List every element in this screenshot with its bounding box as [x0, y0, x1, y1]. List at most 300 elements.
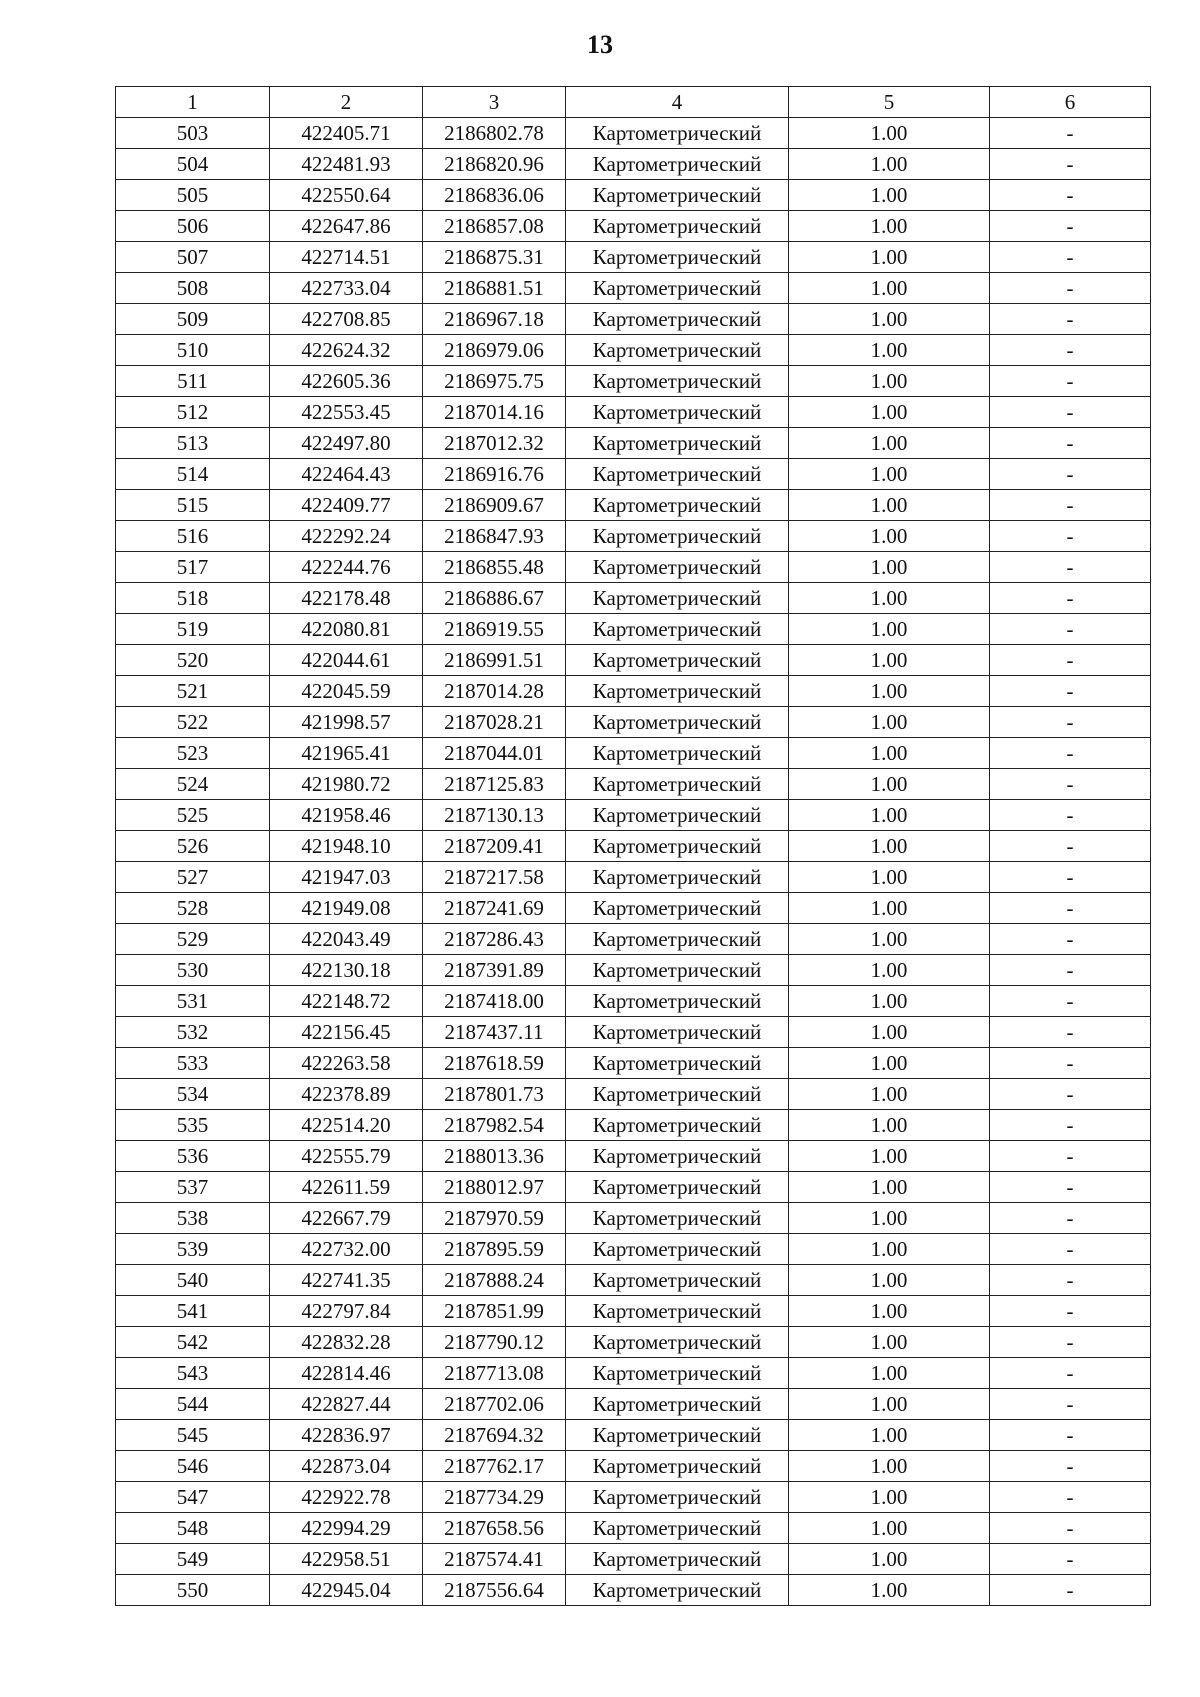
table-cell: Картометрический [566, 1420, 789, 1451]
table-cell: 549 [116, 1544, 270, 1575]
table-cell: - [990, 676, 1151, 707]
table-cell: 522 [116, 707, 270, 738]
table-cell: - [990, 1544, 1151, 1575]
table-cell: - [990, 707, 1151, 738]
table-cell: 2186855.48 [423, 552, 566, 583]
table-row [116, 1513, 1151, 1544]
table-cell: 533 [116, 1048, 270, 1079]
table-cell: - [990, 1296, 1151, 1327]
table-row [116, 1048, 1151, 1079]
table-cell: 530 [116, 955, 270, 986]
table-cell: 546 [116, 1451, 270, 1482]
table-cell: 1.00 [789, 242, 990, 273]
table-cell: Картометрический [566, 1265, 789, 1296]
table-cell: 1.00 [789, 1296, 990, 1327]
table-row [116, 552, 1151, 583]
table-cell: - [990, 459, 1151, 490]
table-cell: 2186875.31 [423, 242, 566, 273]
table-cell: 1.00 [789, 118, 990, 149]
table-cell: 515 [116, 490, 270, 521]
table-cell: Картометрический [566, 180, 789, 211]
table-cell: 421958.46 [270, 800, 423, 831]
table-row [116, 1451, 1151, 1482]
table-cell: Картометрический [566, 955, 789, 986]
table-cell: 1.00 [789, 1234, 990, 1265]
table-cell: 1.00 [789, 1327, 990, 1358]
table-cell: 2187970.59 [423, 1203, 566, 1234]
table-cell: 526 [116, 831, 270, 862]
table-cell: 422553.45 [270, 397, 423, 428]
table-cell: 2187694.32 [423, 1420, 566, 1451]
table-cell: 421965.41 [270, 738, 423, 769]
table-cell: 422832.28 [270, 1327, 423, 1358]
table-cell: 2186820.96 [423, 149, 566, 180]
table-cell: - [990, 738, 1151, 769]
table-cell: 1.00 [789, 397, 990, 428]
table-cell: 529 [116, 924, 270, 955]
table-cell: Картометрический [566, 893, 789, 924]
table-cell: 516 [116, 521, 270, 552]
table-cell: 2186881.51 [423, 273, 566, 304]
table-cell: Картометрический [566, 397, 789, 428]
table-row [116, 273, 1151, 304]
table-cell: 422827.44 [270, 1389, 423, 1420]
table-cell: 519 [116, 614, 270, 645]
table-row [116, 1141, 1151, 1172]
table-cell: 1.00 [789, 645, 990, 676]
table-cell: 1.00 [789, 1110, 990, 1141]
table-cell: Картометрический [566, 614, 789, 645]
table-cell: 2187713.08 [423, 1358, 566, 1389]
table-cell: - [990, 428, 1151, 459]
table-row [116, 769, 1151, 800]
table-cell: - [990, 862, 1151, 893]
table-cell: Картометрический [566, 1234, 789, 1265]
table-cell: 422292.24 [270, 521, 423, 552]
table-cell: 1.00 [789, 1451, 990, 1482]
table-cell: 1.00 [789, 1482, 990, 1513]
table-cell: 550 [116, 1575, 270, 1606]
table-cell: 2187658.56 [423, 1513, 566, 1544]
table-row [116, 490, 1151, 521]
table-cell: 2186919.55 [423, 614, 566, 645]
table-cell: 528 [116, 893, 270, 924]
table-cell: 1.00 [789, 1265, 990, 1296]
table-cell: 1.00 [789, 1203, 990, 1234]
table-cell: - [990, 1110, 1151, 1141]
table-cell: 421998.57 [270, 707, 423, 738]
table-cell: 510 [116, 335, 270, 366]
table-cell: 1.00 [789, 366, 990, 397]
coordinates-table [115, 86, 1151, 1606]
table-row [116, 986, 1151, 1017]
table-row [116, 459, 1151, 490]
table-row [116, 118, 1151, 149]
table-cell: 1.00 [789, 180, 990, 211]
table-row [116, 1296, 1151, 1327]
table-cell: Картометрический [566, 242, 789, 273]
table-cell: 422733.04 [270, 273, 423, 304]
table-cell: 2187217.58 [423, 862, 566, 893]
table-cell: Картометрический [566, 738, 789, 769]
table-cell: 2187125.83 [423, 769, 566, 800]
table-row [116, 242, 1151, 273]
table-cell: 1.00 [789, 428, 990, 459]
table-cell: - [990, 645, 1151, 676]
table-cell: - [990, 242, 1151, 273]
table-cell: 422263.58 [270, 1048, 423, 1079]
table-cell: - [990, 614, 1151, 645]
table-cell: Картометрический [566, 366, 789, 397]
table-cell: 2187014.16 [423, 397, 566, 428]
table-cell: 2187014.28 [423, 676, 566, 707]
table-cell: 2187702.06 [423, 1389, 566, 1420]
table-cell: 1.00 [789, 738, 990, 769]
table-cell: Картометрический [566, 1203, 789, 1234]
table-row [116, 645, 1151, 676]
table-cell: Картометрический [566, 1513, 789, 1544]
table-cell: 520 [116, 645, 270, 676]
table-cell: Картометрический [566, 304, 789, 335]
table-cell: 422945.04 [270, 1575, 423, 1606]
table-cell: 422605.36 [270, 366, 423, 397]
table-cell: - [990, 304, 1151, 335]
table-cell: 422741.35 [270, 1265, 423, 1296]
table-cell: 422836.97 [270, 1420, 423, 1451]
table-cell: 1.00 [789, 924, 990, 955]
table-cell: 2187618.59 [423, 1048, 566, 1079]
table-cell: 422611.59 [270, 1172, 423, 1203]
table-cell: 1.00 [789, 955, 990, 986]
table-cell: 1.00 [789, 1389, 990, 1420]
table-cell: 422514.20 [270, 1110, 423, 1141]
table-cell: 1.00 [789, 552, 990, 583]
table-cell: 1.00 [789, 1575, 990, 1606]
table-cell: 1.00 [789, 1358, 990, 1389]
table-row [116, 1544, 1151, 1575]
table-cell: 2188012.97 [423, 1172, 566, 1203]
table-cell: 422497.80 [270, 428, 423, 459]
table-row [116, 676, 1151, 707]
table-cell: Картометрический [566, 273, 789, 304]
table-cell: Картометрический [566, 1575, 789, 1606]
table-cell: 2187130.13 [423, 800, 566, 831]
table-cell: Картометрический [566, 707, 789, 738]
table-cell: - [990, 986, 1151, 1017]
table-cell: 2187209.41 [423, 831, 566, 862]
table-cell: - [990, 335, 1151, 366]
table-cell: 2187790.12 [423, 1327, 566, 1358]
table-cell: Картометрический [566, 986, 789, 1017]
table-cell: - [990, 1358, 1151, 1389]
table-cell: 2186967.18 [423, 304, 566, 335]
table-cell: 1.00 [789, 1544, 990, 1575]
table-cell: 422708.85 [270, 304, 423, 335]
table-cell: 2187028.21 [423, 707, 566, 738]
table-cell: 1.00 [789, 831, 990, 862]
table-row [116, 707, 1151, 738]
table-cell: - [990, 1141, 1151, 1172]
table-cell: 422178.48 [270, 583, 423, 614]
table-cell: 2187734.29 [423, 1482, 566, 1513]
table-cell: 422045.59 [270, 676, 423, 707]
table-cell: Картометрический [566, 211, 789, 242]
table-cell: 2188013.36 [423, 1141, 566, 1172]
table-cell: 422080.81 [270, 614, 423, 645]
table-cell: 523 [116, 738, 270, 769]
table-cell: 2186975.75 [423, 366, 566, 397]
table-cell: 1.00 [789, 583, 990, 614]
table-cell: 2187437.11 [423, 1017, 566, 1048]
table-cell: 2186802.78 [423, 118, 566, 149]
table-row [116, 1327, 1151, 1358]
table-cell: 536 [116, 1141, 270, 1172]
table-row [116, 614, 1151, 645]
table-cell: - [990, 273, 1151, 304]
table-cell: 422156.45 [270, 1017, 423, 1048]
table-cell: - [990, 490, 1151, 521]
table-cell: - [990, 552, 1151, 583]
table-cell: 542 [116, 1327, 270, 1358]
table-cell: Картометрический [566, 676, 789, 707]
table-cell: Картометрический [566, 521, 789, 552]
table-cell: 422958.51 [270, 1544, 423, 1575]
column-header: 3 [423, 87, 566, 118]
table-cell: 543 [116, 1358, 270, 1389]
table-cell: 1.00 [789, 211, 990, 242]
table-row [116, 428, 1151, 459]
header-row [116, 87, 1151, 118]
table-cell: - [990, 831, 1151, 862]
table-cell: Картометрический [566, 1017, 789, 1048]
table-cell: 518 [116, 583, 270, 614]
table-cell: 2186886.67 [423, 583, 566, 614]
table-cell: 2187012.32 [423, 428, 566, 459]
table-cell: 509 [116, 304, 270, 335]
table-cell: 422244.76 [270, 552, 423, 583]
table-cell: 537 [116, 1172, 270, 1203]
table-cell: 1.00 [789, 1141, 990, 1172]
table-cell: 422044.61 [270, 645, 423, 676]
table-cell: Картометрический [566, 800, 789, 831]
table-cell: - [990, 583, 1151, 614]
table-cell: 1.00 [789, 149, 990, 180]
table-cell: 2187574.41 [423, 1544, 566, 1575]
table-cell: - [990, 1265, 1151, 1296]
table-cell: - [990, 955, 1151, 986]
table-cell: 1.00 [789, 1172, 990, 1203]
table-row [116, 831, 1151, 862]
table-cell: 514 [116, 459, 270, 490]
table-cell: - [990, 1017, 1151, 1048]
table-row [116, 180, 1151, 211]
table-cell: 548 [116, 1513, 270, 1544]
table-cell: 1.00 [789, 707, 990, 738]
table-cell: Картометрический [566, 1110, 789, 1141]
table-cell: 422714.51 [270, 242, 423, 273]
table-cell: 1.00 [789, 676, 990, 707]
table-cell: 1.00 [789, 490, 990, 521]
table-cell: 421948.10 [270, 831, 423, 862]
table-row [116, 149, 1151, 180]
table-cell: 525 [116, 800, 270, 831]
table-cell: 2187801.73 [423, 1079, 566, 1110]
column-header: 2 [270, 87, 423, 118]
table-row [116, 366, 1151, 397]
table-cell: 1.00 [789, 986, 990, 1017]
table-cell: 1.00 [789, 800, 990, 831]
table-row [116, 304, 1151, 335]
table-row [116, 1575, 1151, 1606]
table-cell: Картометрический [566, 1451, 789, 1482]
table-cell: 506 [116, 211, 270, 242]
table-cell: - [990, 1079, 1151, 1110]
table-cell: Картометрический [566, 1358, 789, 1389]
table-cell: Картометрический [566, 1389, 789, 1420]
table-cell: 422148.72 [270, 986, 423, 1017]
table-cell: Картометрический [566, 428, 789, 459]
table-cell: 538 [116, 1203, 270, 1234]
table-cell: 1.00 [789, 1048, 990, 1079]
table-cell: 544 [116, 1389, 270, 1420]
table-cell: 2186847.93 [423, 521, 566, 552]
column-header: 4 [566, 87, 789, 118]
table-row [116, 1234, 1151, 1265]
table-cell: - [990, 769, 1151, 800]
table-cell: 511 [116, 366, 270, 397]
table-cell: 521 [116, 676, 270, 707]
table-cell: 1.00 [789, 521, 990, 552]
table-cell: 2187851.99 [423, 1296, 566, 1327]
table-cell: 422130.18 [270, 955, 423, 986]
table-cell: 2187895.59 [423, 1234, 566, 1265]
table-cell: 2186857.08 [423, 211, 566, 242]
table-cell: - [990, 1234, 1151, 1265]
table-cell: Картометрический [566, 552, 789, 583]
table-cell: Картометрический [566, 1482, 789, 1513]
table-cell: Картометрический [566, 1296, 789, 1327]
table-cell: 2187044.01 [423, 738, 566, 769]
table-cell: 539 [116, 1234, 270, 1265]
table-row [116, 738, 1151, 769]
table-cell: - [990, 149, 1151, 180]
table-cell: 1.00 [789, 1017, 990, 1048]
table-cell: 422464.43 [270, 459, 423, 490]
table-row [116, 1079, 1151, 1110]
table-row [116, 335, 1151, 366]
table-cell: Картометрический [566, 769, 789, 800]
table-cell: 507 [116, 242, 270, 273]
table-cell: 2187286.43 [423, 924, 566, 955]
table-cell: - [990, 800, 1151, 831]
table-cell: 2186916.76 [423, 459, 566, 490]
table-cell: 2187982.54 [423, 1110, 566, 1141]
table-cell: 2187888.24 [423, 1265, 566, 1296]
table-cell: 422481.93 [270, 149, 423, 180]
table-cell: 1.00 [789, 273, 990, 304]
table-cell: Картометрический [566, 1172, 789, 1203]
table-row [116, 583, 1151, 614]
table-cell: 547 [116, 1482, 270, 1513]
table-cell: - [990, 1389, 1151, 1420]
table-cell: 422667.79 [270, 1203, 423, 1234]
table-cell: 2187241.69 [423, 893, 566, 924]
table-cell: Картометрический [566, 118, 789, 149]
table-cell: Картометрический [566, 335, 789, 366]
table-cell: 535 [116, 1110, 270, 1141]
table-cell: Картометрический [566, 1327, 789, 1358]
table-cell: 422814.46 [270, 1358, 423, 1389]
table-cell: - [990, 1327, 1151, 1358]
table-cell: 545 [116, 1420, 270, 1451]
table-cell: Картометрический [566, 490, 789, 521]
table-cell: 422873.04 [270, 1451, 423, 1482]
table-cell: Картометрический [566, 459, 789, 490]
table-cell: Картометрический [566, 862, 789, 893]
table-cell: 421947.03 [270, 862, 423, 893]
table-cell: 1.00 [789, 459, 990, 490]
table-cell: 1.00 [789, 862, 990, 893]
table-cell: - [990, 924, 1151, 955]
table-row [116, 1420, 1151, 1451]
table-cell: - [990, 1420, 1151, 1451]
table-cell: - [990, 397, 1151, 428]
table-cell: - [990, 366, 1151, 397]
column-header: 6 [990, 87, 1151, 118]
table-row [116, 862, 1151, 893]
table-cell: Картометрический [566, 1048, 789, 1079]
table-cell: 541 [116, 1296, 270, 1327]
table-cell: 422797.84 [270, 1296, 423, 1327]
table-row [116, 1017, 1151, 1048]
table-cell: 534 [116, 1079, 270, 1110]
table-cell: 421949.08 [270, 893, 423, 924]
table-cell: 2187762.17 [423, 1451, 566, 1482]
table-cell: Картометрический [566, 831, 789, 862]
table-cell: - [990, 211, 1151, 242]
table-cell: 422409.77 [270, 490, 423, 521]
table-cell: 517 [116, 552, 270, 583]
table-cell: Картометрический [566, 1079, 789, 1110]
table-cell: 532 [116, 1017, 270, 1048]
table-cell: - [990, 180, 1151, 211]
table-cell: - [990, 118, 1151, 149]
table-cell: 422732.00 [270, 1234, 423, 1265]
table-cell: 508 [116, 273, 270, 304]
table-cell: 512 [116, 397, 270, 428]
table-cell: 524 [116, 769, 270, 800]
table-cell: - [990, 1048, 1151, 1079]
table-row [116, 1265, 1151, 1296]
table-cell: 2187418.00 [423, 986, 566, 1017]
table-cell: 422378.89 [270, 1079, 423, 1110]
page-number: 13 [587, 30, 613, 59]
table-cell: - [990, 1203, 1151, 1234]
table-cell: 2186909.67 [423, 490, 566, 521]
table-cell: Картометрический [566, 1544, 789, 1575]
table-row [116, 521, 1151, 552]
table-row [116, 211, 1151, 242]
table-cell: 1.00 [789, 304, 990, 335]
table-cell: - [990, 521, 1151, 552]
table-row [116, 924, 1151, 955]
table-cell: 527 [116, 862, 270, 893]
table-cell: 2186836.06 [423, 180, 566, 211]
table-cell: - [990, 1172, 1151, 1203]
table-cell: 1.00 [789, 769, 990, 800]
table-cell: 2187556.64 [423, 1575, 566, 1606]
column-header: 1 [116, 87, 270, 118]
